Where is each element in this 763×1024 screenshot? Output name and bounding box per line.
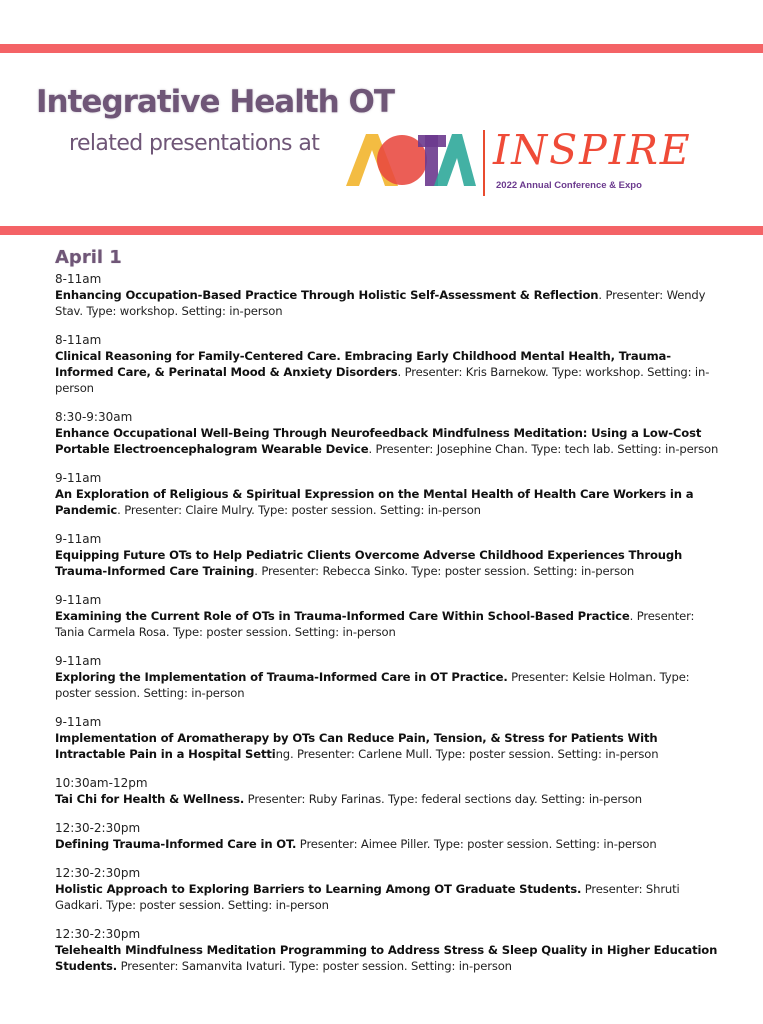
session-item [55,926,723,974]
day-heading: April 1 [55,247,122,268]
session-time: 12:30-2:30pm [55,927,141,941]
session-details: . Presenter: Rebecca Sinko. Type: poster session. Setting: in-person [254,564,635,578]
session-item [55,714,723,762]
session-time: 9-11am [55,593,102,607]
inspire-logo-text: INSPIRE [493,126,692,174]
session-title: Implementation of Aromatherapy by OTs Can Reduce Pain, Tension, & Stress for Patients With Intractable Pain in a Hospital Setti [55,731,658,761]
session-title: Enhance Occupational Well-Being Through Neurofeedback Mindfulness Meditation: Using a Low-Cost Portable Electroencephalogram Wearable Device [55,426,702,456]
session-time: 9-11am [55,532,102,546]
session-details: Presenter: Samanvita Ivaturi. Type: poster session. Setting: in-person [117,959,512,973]
conference-tagline: 2022 Annual Conference & Expo [496,180,642,191]
session-details: . Presenter: Kris Barnekow. Type: workshop. Setting: in-person [55,365,710,395]
session-description [55,547,723,579]
session-description [55,287,723,319]
session-item [55,820,723,852]
session-item [55,653,723,701]
session-details: Presenter: Shruti Gadkari. Type: poster session. Setting: in-person [55,882,680,912]
session-time: 8-11am [55,333,102,347]
session-details: . Presenter: Claire Mulry. Type: poster session. Setting: in-person [117,503,481,517]
session-list [55,271,723,987]
session-description [55,730,723,762]
session-title: Clinical Reasoning for Family-Centered Care. Embracing Early Childhood Mental Health, Trauma-Informed Care, & Perinatal Mood & Anxiety Disorders [55,349,671,379]
session-description [55,486,723,518]
session-title: Equipping Future OTs to Help Pediatric Clients Overcome Adverse Childhood Experiences Through Trauma-Informed Care Training [55,548,683,578]
session-details: Presenter: Kelsie Holman. Type: poster session. Setting: in-person [55,670,690,700]
session-time: 9-11am [55,471,102,485]
session-time: 9-11am [55,715,102,729]
session-item [55,409,723,457]
session-item [55,775,723,807]
session-time: 10:30am-12pm [55,776,148,790]
session-description [55,669,723,701]
session-details: . Presenter: Josephine Chan. Type: tech lab. Setting: in-person [368,442,719,456]
session-description [55,608,723,640]
session-details: Presenter: Ruby Farinas. Type: federal sections day. Setting: in-person [244,792,642,806]
session-item [55,592,723,640]
session-title: Enhancing Occupation-Based Practice Through Holistic Self-Assessment & Reflection [55,288,599,302]
session-details: . Presenter: Tania Carmela Rosa. Type: poster session. Setting: in-person [55,609,695,639]
session-time: 9-11am [55,654,102,668]
session-time: 8:30-9:30am [55,410,133,424]
session-details: . Presenter: Wendy Stav. Type: workshop. Setting: in-person [55,288,706,318]
aota-logo [344,132,476,188]
session-title: Tai Chi for Health & Wellness. [55,792,245,806]
session-title: Examining the Current Role of OTs in Trauma-Informed Care Within School-Based Practice [55,609,630,623]
session-time: 12:30-2:30pm [55,866,141,880]
session-title: An Exploration of Religious & Spiritual Expression on the Mental Health of Health Care Workers in a Pandemic [55,487,694,517]
session-time: 8-11am [55,272,102,286]
session-item [55,271,723,319]
session-title: Exploring the Implementation of Trauma-Informed Care in OT Practice. [55,670,508,684]
session-title: Holistic Approach to Exploring Barriers to Learning Among OT Graduate Students. [55,882,582,896]
session-item [55,865,723,913]
session-description [55,348,723,396]
session-details: Presenter: Aimee Piller. Type: poster session. Setting: in-person [296,837,657,851]
bottom-accent-bar [0,226,763,235]
session-description [55,791,723,807]
session-item [55,332,723,396]
logo-divider [483,130,485,196]
session-description [55,425,723,457]
session-title: Telehealth Mindfulness Meditation Programming to Address Stress & Sleep Quality in Higher Education Students. [55,943,718,973]
session-details: ng. Presenter: Carlene Mull. Type: poster session. Setting: in-person [275,747,659,761]
session-description [55,881,723,913]
session-time: 12:30-2:30pm [55,821,141,835]
session-description [55,942,723,974]
session-item [55,531,723,579]
session-item [55,470,723,518]
session-description [55,836,723,852]
aota-logo-t-stem [425,135,438,186]
page-subtitle: related presentations at [69,131,320,156]
page-title: Integrative Health OT [36,84,395,120]
session-title: Defining Trauma-Informed Care in OT. [55,837,297,851]
top-accent-bar [0,44,763,53]
